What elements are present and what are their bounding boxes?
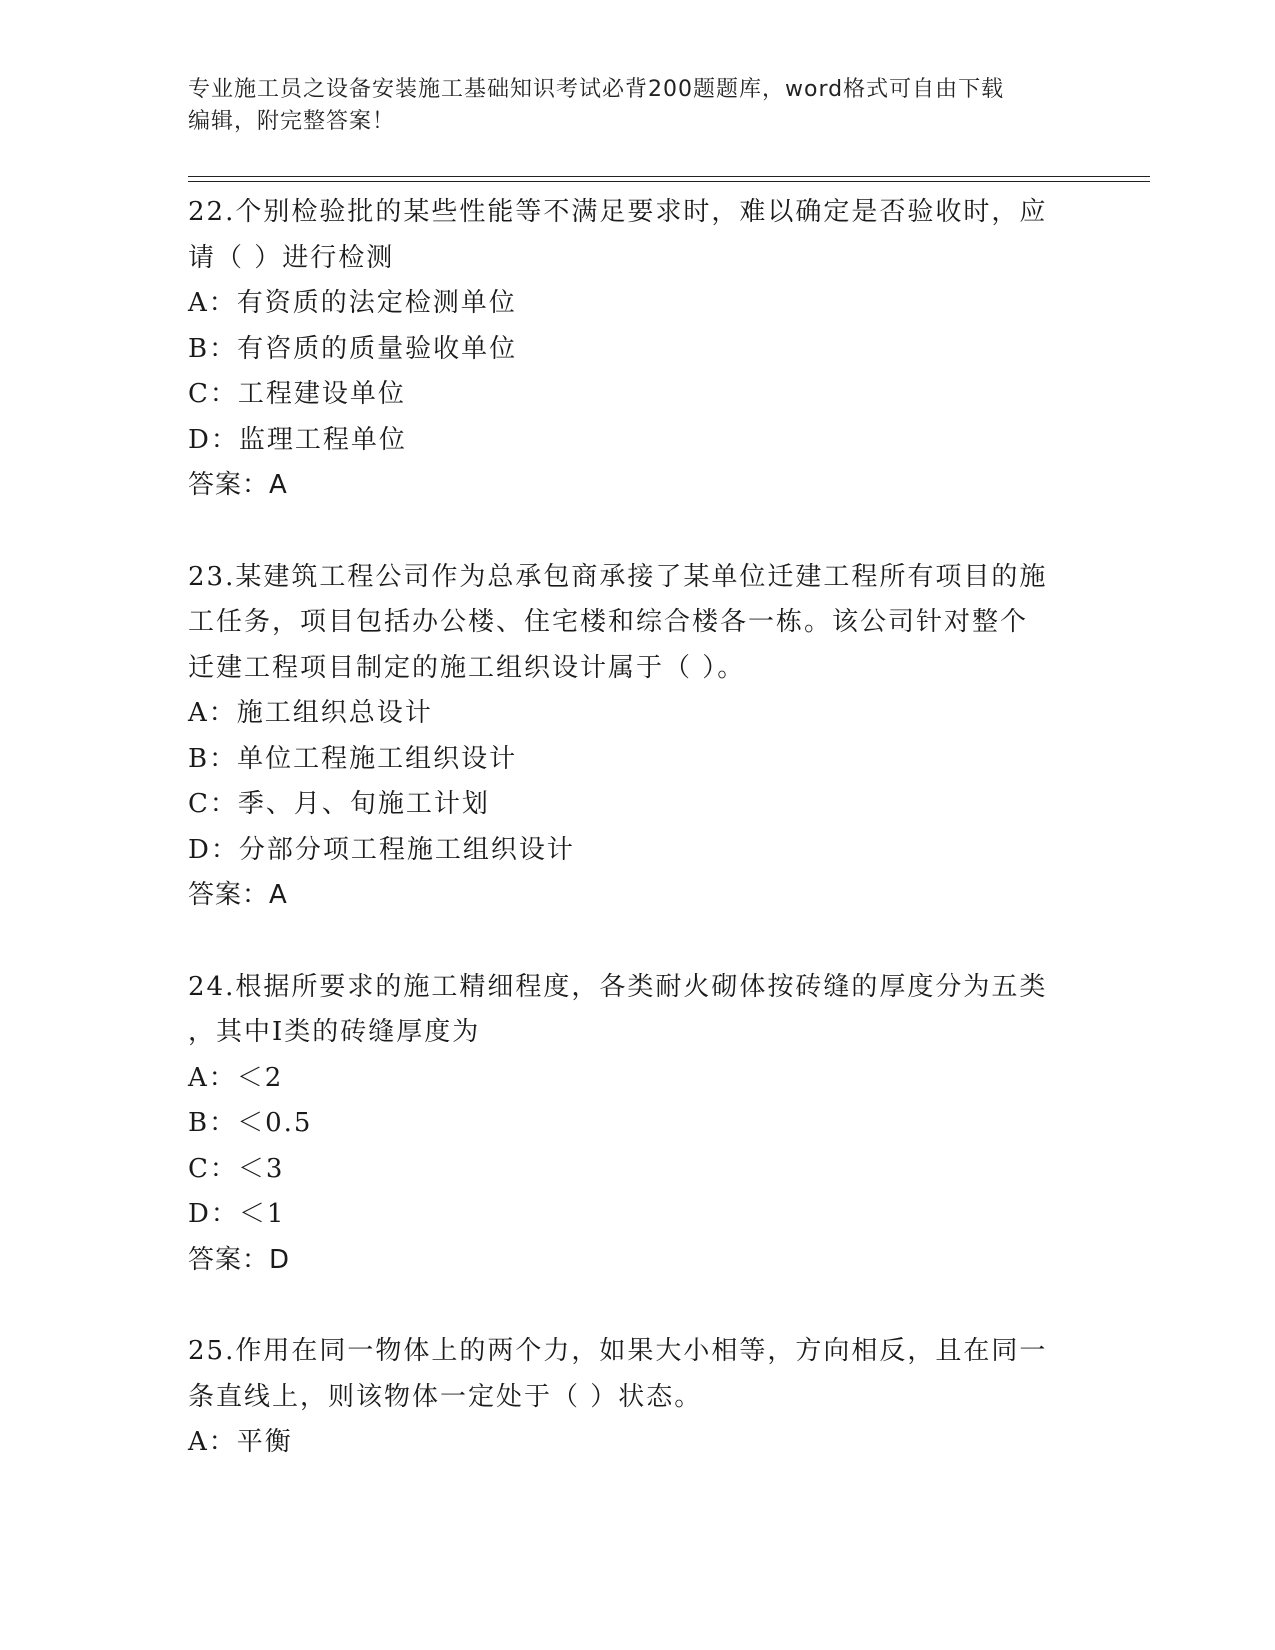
answer-label: 答案： <box>188 470 270 500</box>
answer-value: A <box>269 470 288 500</box>
option-a: A：施工组织总设计 <box>188 698 433 728</box>
option-b: B：单位工程施工组织设计 <box>188 743 518 774</box>
question-stem-line: 迁建工程项目制定的施工组织设计属于（ ）。 <box>188 652 746 683</box>
answer-line <box>188 463 1088 509</box>
header-title-line-2: 编辑，附完整答案！ <box>188 109 396 134</box>
question-stem-line: 条直线上，则该物体一定处于（ ）状态。 <box>188 1381 703 1412</box>
header-title-line-1: 专业施工员之设备安装施工基础知识考试必背200题题库，word格式可自由下载 <box>188 77 1005 102</box>
option-c: C：季、月、旬施工计划 <box>188 789 490 819</box>
answer-line <box>188 873 1088 919</box>
option-a: A：有资质的法定检测单位 <box>188 288 517 318</box>
option-c: C：＜3 <box>188 1153 285 1184</box>
option-c: C：工程建设单位 <box>188 379 406 409</box>
question-22 <box>188 190 1088 509</box>
option-d: D：分部分项工程施工组织设计 <box>188 834 575 865</box>
question-stem-line: 23.某建筑工程公司作为总承包商承接了某单位迁建工程所有项目的施 <box>188 561 1048 592</box>
header-divider-bottom <box>188 181 1150 182</box>
answer-value: A <box>269 880 288 910</box>
question-list <box>188 190 1088 1512</box>
option-b: B：有咨质的质量验收单位 <box>188 333 518 364</box>
answer-value: D <box>269 1244 291 1275</box>
question-stem-line: 工任务，项目包括办公楼、住宅楼和综合楼各一栋。该公司针对整个 <box>188 607 1029 637</box>
question-24 <box>188 965 1088 1284</box>
document-header <box>188 74 1068 138</box>
question-stem-line: 24.根据所要求的施工精细程度，各类耐火砌体按砖缝的厚度分为五类 <box>188 971 1048 1002</box>
option-d: D：＜1 <box>188 1199 286 1229</box>
question-stem-line: 请（ ）进行检测 <box>188 242 395 273</box>
question-stem-line: ，其中Ⅰ类的砖缝厚度为 <box>188 1017 481 1047</box>
question-25 <box>188 1329 1088 1466</box>
option-b: B：＜0.5 <box>188 1108 313 1138</box>
answer-label: 答案： <box>188 1244 270 1275</box>
header-divider-top <box>188 176 1150 177</box>
option-a: A：平衡 <box>188 1427 293 1457</box>
answer-label: 答案： <box>188 880 270 910</box>
question-stem-line: 22.个别检验批的某些性能等不满足要求时，难以确定是否验收时，应 <box>188 197 1048 227</box>
question-23 <box>188 555 1088 919</box>
option-d: D：监理工程单位 <box>188 424 407 455</box>
answer-line <box>188 1238 1088 1284</box>
option-a: A：＜2 <box>188 1062 284 1093</box>
question-stem-line: 25.作用在同一物体上的两个力，如果大小相等，方向相反，且在同一 <box>188 1336 1048 1366</box>
